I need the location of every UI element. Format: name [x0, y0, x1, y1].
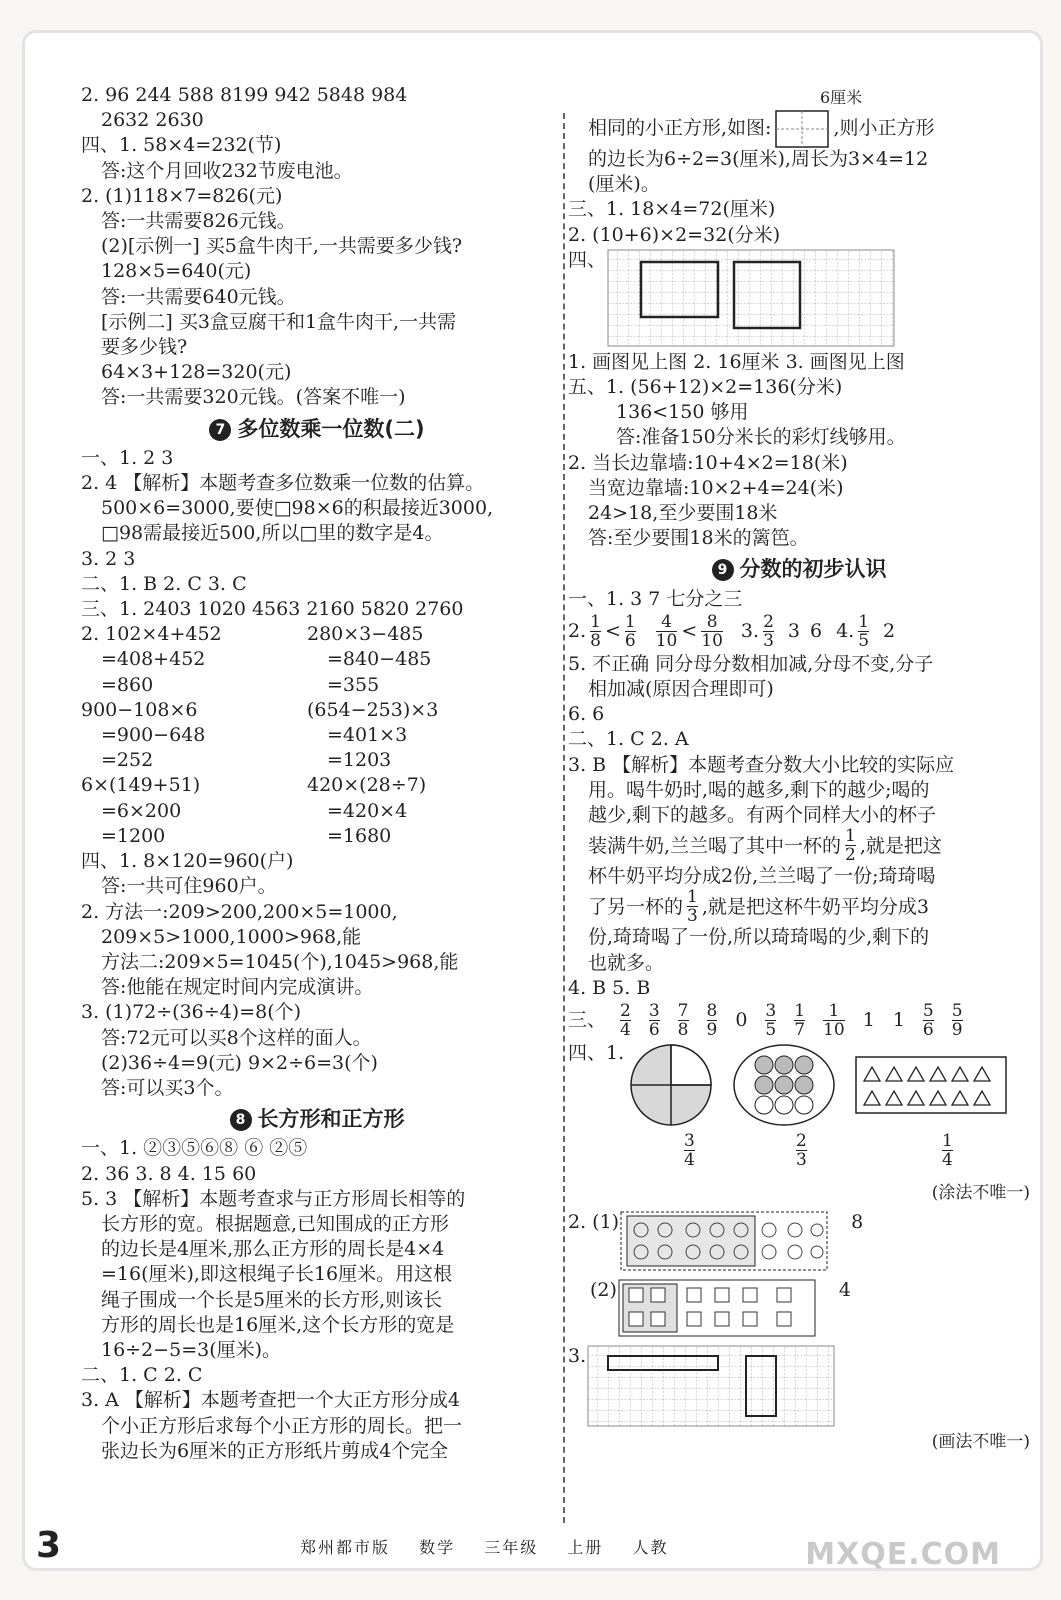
- line: 张边长为6厘米的正方形纸片剪成4个完全: [101, 1439, 449, 1462]
- line: 3. 2 3: [81, 547, 136, 570]
- denominator: 4: [684, 1150, 695, 1171]
- denominator: 8: [590, 630, 601, 651]
- item-number: 2.: [568, 620, 587, 643]
- line: 2. (1)118×7=826(元): [81, 184, 283, 207]
- line: 答:一共需要826元钱。: [101, 210, 296, 233]
- line: 答:72元可以买8个这样的面人。: [101, 1026, 372, 1049]
- denominator: 6: [648, 1020, 660, 1041]
- section-number-badge: 9: [712, 559, 734, 581]
- line: 长方形的宽。根据题意,已知围成的正方形: [101, 1212, 450, 1235]
- line: 二、1. C 2. C: [81, 1364, 203, 1387]
- line: □98需最接近500,所以□里的数字是4。: [101, 522, 444, 545]
- line: 5. 3 【解析】本题考查求与正方形周长相等的: [81, 1187, 466, 1210]
- figure-fraction-labels: [568, 1131, 1030, 1181]
- numerator: 2: [796, 1131, 807, 1152]
- grouping-figure-2: [568, 1278, 1030, 1340]
- fraction: [794, 1003, 805, 1039]
- line: 二、1. B 2. C 3. C: [81, 572, 247, 595]
- section-number-badge: 7: [209, 419, 231, 441]
- line: 答:他能在规定时间内完成演讲。: [101, 976, 374, 999]
- numerator: 1: [687, 887, 698, 908]
- section-heading-7: [81, 417, 553, 442]
- fraction-row: [568, 1001, 1030, 1041]
- numerator: 1: [828, 1001, 840, 1022]
- line: 方法二:209×5=1045(个),1045>968,能: [101, 950, 459, 973]
- section-title: 分数的初步认识: [739, 557, 887, 582]
- calc-cell: 900−108×6: [81, 698, 198, 721]
- line: 500×6=3000,要使□98×6的积最接近3000,: [101, 497, 494, 520]
- left-column: [81, 83, 553, 1464]
- fraction: [678, 1003, 689, 1039]
- section-number-badge: 8: [230, 1109, 252, 1131]
- denominator: 5: [765, 1020, 777, 1041]
- line: 答:这个月回收232节废电池。: [101, 159, 353, 182]
- line: 答:准备150分米长的彩灯线够用。: [616, 426, 906, 449]
- line: 一、1. ②③⑤⑥⑧ ⑥ ②⑤: [81, 1137, 308, 1160]
- fraction: [701, 611, 723, 651]
- line: 相加减(原因合理即可): [588, 678, 774, 701]
- calc-cell: =408+452: [101, 648, 206, 671]
- fraction: [707, 1003, 718, 1039]
- less-than-sign: <: [681, 620, 698, 643]
- calc-cell: 420×(28÷7): [307, 774, 427, 797]
- line: 用。喝牛奶时,喝的越多,剩下的越少;喝的: [588, 778, 930, 801]
- line: 四、: [568, 248, 607, 271]
- publisher: 人教: [632, 1538, 669, 1557]
- numerator: 1: [845, 826, 856, 847]
- note: (画法不唯一): [931, 1432, 1030, 1453]
- answer-value: 8: [851, 1211, 864, 1234]
- calc-cell: 2. 102×4+452: [81, 623, 222, 646]
- calc-cell: =840−485: [327, 648, 432, 671]
- line: 3. (1)72÷(36÷4)=8(个): [81, 1001, 302, 1024]
- numerator: 4: [661, 611, 672, 632]
- fraction: [649, 1003, 660, 1039]
- denominator: 4: [942, 1150, 953, 1171]
- calc-cell: =1203: [327, 749, 392, 772]
- line: 份,琦琦喝了一份,所以琦琦喝的少,剩下的: [588, 926, 930, 949]
- calc-cell: =1200: [101, 824, 166, 847]
- denominator: 9: [951, 1020, 963, 1041]
- watermark: MXQE.COM: [805, 1537, 1001, 1572]
- fraction-compare-line: [568, 612, 1030, 652]
- line-text: 了另一杯的: [588, 895, 684, 918]
- answer-page: [22, 30, 1043, 1571]
- fraction: [655, 611, 678, 651]
- line: 二、1. C 2. A: [568, 728, 689, 751]
- answer-value: 4: [838, 1279, 852, 1302]
- value: 2: [883, 620, 896, 643]
- less-than-sign: <: [604, 620, 621, 643]
- calc-cell: =1680: [327, 824, 392, 847]
- value: 0: [735, 1009, 748, 1032]
- line: 一、1. 3 7 七分之三: [568, 587, 743, 610]
- subject: 数学: [419, 1538, 456, 1557]
- item-number: 3.: [740, 620, 760, 643]
- line: [568, 111, 1030, 147]
- fraction: [858, 611, 870, 651]
- section-title: 长方形和正方形: [257, 1107, 405, 1132]
- fraction: [952, 1003, 963, 1039]
- line: 2. 96 244 588 8199 942 5848 984: [81, 84, 408, 106]
- numerator: 3: [765, 1001, 777, 1022]
- line-text: ,就是把这杯牛奶平均分成3: [701, 895, 929, 918]
- value: 6: [809, 620, 823, 643]
- line: 方形的周长也是16厘米,这个长方形的宽是: [101, 1313, 455, 1336]
- line: 三、1. 18×4=72(厘米): [568, 198, 776, 221]
- line: (厘米)。: [588, 173, 660, 196]
- numerator: 3: [684, 1131, 695, 1152]
- numerator: 1: [942, 1131, 953, 1152]
- line: 也就多。: [588, 951, 665, 974]
- line: 128×5=640(元): [101, 260, 252, 283]
- line: 答:可以买3个。: [101, 1076, 234, 1099]
- line: 绳子围成一个长是5厘米的长方形,则该长: [101, 1288, 443, 1311]
- fraction: [620, 1003, 631, 1039]
- line: 24>18,至少要围18米: [588, 502, 778, 525]
- item-number: 四、1.: [568, 1042, 625, 1065]
- calc-cell: =355: [327, 673, 380, 696]
- square-figure-label-row: [568, 83, 1030, 111]
- line-text: ,就是把这: [859, 834, 942, 857]
- numerator: 2: [620, 1001, 631, 1022]
- line: 个小正方形后求每个小正方形的周长。把一: [101, 1414, 463, 1437]
- fraction-pictures: [624, 1041, 1014, 1129]
- line: 的边长是4厘米,那么正方形的周长是4×4: [101, 1238, 445, 1261]
- item-number: 3.: [568, 1345, 587, 1368]
- calc-cell: =252: [101, 749, 154, 772]
- denominator: 4: [620, 1020, 631, 1041]
- line: 2. (10+6)×2=32(分米): [568, 223, 781, 246]
- fraction: [590, 611, 601, 651]
- section-heading-8: [81, 1107, 553, 1132]
- grade: 三年级: [484, 1538, 539, 1557]
- line: (2)[示例一] 买5盒牛肉干,一共需要多少钱?: [101, 235, 463, 258]
- line: 要多少钱?: [101, 336, 188, 359]
- line: 三、1. 2403 1020 4563 2160 5820 2760: [81, 598, 464, 621]
- value: 1: [892, 1009, 905, 1032]
- fraction: [942, 1133, 953, 1169]
- numerator: 5: [951, 1001, 963, 1022]
- line: 3. A 【解析】本题考查把一个大正方形分成4: [81, 1389, 461, 1412]
- item-number: 4.: [836, 620, 855, 643]
- value: 1: [862, 1009, 875, 1032]
- numerator: 1: [624, 611, 636, 632]
- line: 当宽边靠墙:10×2+4=24(米): [588, 476, 844, 499]
- calc-cell: 6×(149+51): [81, 774, 201, 797]
- numerator: 8: [706, 611, 718, 632]
- numerator: 1: [858, 611, 870, 632]
- denominator: 7: [794, 1020, 806, 1041]
- item-number: 2. (1): [568, 1211, 620, 1234]
- line: 2. 当长边靠墙:10+4×2=18(米): [568, 451, 848, 474]
- fraction: [687, 889, 698, 925]
- calc-cell: =6×200: [101, 799, 182, 822]
- line-text: 相同的小正方形,如图:: [588, 117, 772, 140]
- calc-cell: =401×3: [327, 724, 408, 747]
- line: 2632 2630: [101, 109, 204, 132]
- item-number: 三、: [568, 1009, 607, 1032]
- line: 6. 6: [568, 703, 605, 726]
- grid-drawing-diagram: [586, 1344, 836, 1428]
- line: [568, 828, 1030, 864]
- line: 答:至少要围18米的篱笆。: [588, 527, 809, 550]
- figure-label: 6厘米: [820, 88, 863, 107]
- calc-cell: =900−648: [101, 724, 206, 747]
- line: 2. 方法一:209>200,200×5=1000,: [81, 900, 398, 923]
- numerator: 8: [706, 1001, 718, 1022]
- line: 209×5>1000,1000>968,能: [101, 925, 362, 948]
- denominator: 3: [687, 906, 698, 927]
- denominator: 6: [922, 1020, 934, 1041]
- fraction: [765, 1003, 776, 1039]
- numerator: 5: [922, 1001, 934, 1022]
- line: 答:一共可住960户。: [101, 875, 277, 898]
- line: [568, 889, 1030, 925]
- numerator: 3: [648, 1001, 660, 1022]
- section-heading-9: [568, 557, 1030, 582]
- fraction-shading-figures: [568, 1041, 1030, 1131]
- line: 16÷2−5=3(厘米)。: [101, 1338, 282, 1361]
- item-number: (2): [590, 1279, 617, 1302]
- line: 2. 36 3. 8 4. 15 60: [81, 1162, 257, 1185]
- split-square-diagram: [775, 110, 829, 148]
- numerator: 2: [763, 611, 774, 632]
- fraction: [684, 1133, 695, 1169]
- edition: 郑州都市版: [300, 1538, 391, 1557]
- calc-cell: =860: [101, 673, 154, 696]
- section-title: 多位数乘一位数(二): [237, 416, 425, 441]
- denominator: 2: [845, 845, 856, 866]
- line: 杯牛奶平均分成2份,兰兰喝了一份;琦琦喝: [588, 865, 936, 888]
- line: 五、1. (56+12)×2=136(分米): [568, 376, 843, 399]
- grid-drawing-figure: [568, 1344, 1030, 1430]
- line-text: ,则小正方形: [833, 117, 935, 140]
- numerator: 1: [794, 1001, 806, 1022]
- denominator: 5: [858, 630, 870, 651]
- fraction: [624, 611, 636, 651]
- denominator: 3: [796, 1150, 807, 1171]
- denominator: 8: [677, 1020, 689, 1041]
- grouped-items-diagram: [619, 1210, 829, 1272]
- line: [示例二] 买3盒豆腐干和1盒牛肉干,一共需: [101, 310, 457, 333]
- line: (2)36÷4=9(元) 9×2÷6=3(个): [101, 1051, 378, 1074]
- fraction: [763, 611, 774, 651]
- line: 1. 画图见上图 2. 16厘米 3. 画图见上图: [568, 350, 905, 373]
- line-text: 装满牛奶,兰兰喝了其中一杯的: [588, 834, 842, 857]
- line: 越少,剩下的越多。有两个同样大小的杯子: [588, 804, 937, 827]
- calc-cell: =420×4: [327, 799, 408, 822]
- line: 一、1. 2 3: [81, 446, 174, 469]
- line: 答:一共需要640元钱。: [101, 285, 296, 308]
- line: 136<150 够用: [616, 401, 749, 424]
- value: 3: [787, 620, 800, 643]
- right-column: [568, 83, 1030, 1455]
- footer: [300, 1535, 690, 1558]
- fraction: [845, 828, 856, 864]
- denominator: 9: [706, 1020, 718, 1041]
- line: 3. B 【解析】本题考查分数大小比较的实际应: [568, 753, 955, 776]
- denominator: 10: [701, 630, 723, 651]
- numerator: 1: [590, 611, 601, 632]
- grouping-figure-1: [568, 1210, 1030, 1274]
- denominator: 10: [823, 1020, 845, 1041]
- grid-rectangles-diagram: [606, 248, 896, 348]
- cubes-diagram: [617, 1278, 817, 1338]
- denominator: 10: [655, 630, 678, 651]
- line: 答:一共需要320元钱。(答案不唯一): [101, 386, 406, 409]
- line: 四、1. 8×120=960(户): [81, 850, 294, 873]
- line: 2. 4 【解析】本题考查多位数乘一位数的估算。: [81, 472, 485, 495]
- line: =16(厘米),即这根绳子长16厘米。用这根: [101, 1263, 453, 1286]
- fraction: [796, 1133, 807, 1169]
- column-divider: [563, 113, 565, 1523]
- line: 四、1. 58×4=232(节): [81, 134, 282, 157]
- fraction: [923, 1003, 934, 1039]
- calc-cell: (654−253)×3: [307, 698, 439, 721]
- denominator: 3: [763, 630, 774, 651]
- volume: 上册: [567, 1538, 604, 1557]
- line: 64×3+128=320(元): [101, 361, 292, 384]
- numerator: 7: [677, 1001, 689, 1022]
- fraction: [823, 1003, 845, 1039]
- grid-figure-row: [568, 248, 1030, 350]
- calc-cell: 280×3−485: [307, 623, 424, 646]
- calc-block: [81, 622, 553, 849]
- line: 5. 不正确 同分母分数相加减,分母不变,分子: [568, 652, 934, 675]
- note: (涂法不唯一): [931, 1183, 1030, 1204]
- page-number: 3: [36, 1525, 62, 1566]
- denominator: 6: [624, 630, 636, 651]
- line: 的边长为6÷2=3(厘米),周长为3×4=12: [588, 148, 929, 170]
- line: 4. B 5. B: [568, 976, 651, 999]
